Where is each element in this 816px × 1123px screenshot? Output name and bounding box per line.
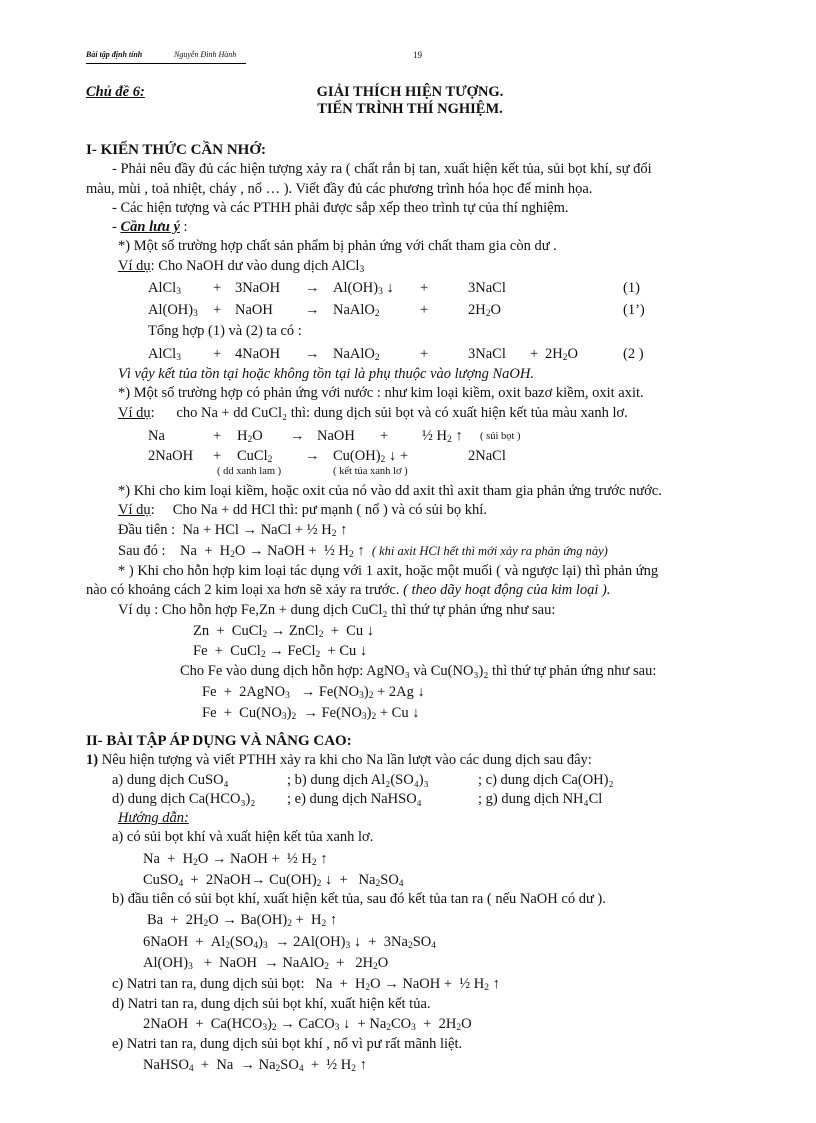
page-number: 19 — [413, 50, 422, 60]
option-c: ; c) dung dịch Ca(OH)₂ — [478, 772, 614, 788]
note-blue-solution: ( dd xanh lam ) — [217, 466, 282, 477]
answer-c: c) Natri tan ra, dung dịch sủi bọt: $Na + H_2O$ → NaOH + ½ $H_2$ ↑ — [112, 976, 500, 993]
equation-7: Fe + 2AgNO$_3$ → $Fe(NO_3)_2 + 2Ag$ ↓ — [202, 684, 425, 701]
note-blue-precip: ( kết tủa xanh lơ ) — [333, 466, 408, 477]
answer-d: d) Natri tan ra, dung dịch sủi bọt khí, xuất hiện kết tủa. — [112, 996, 431, 1012]
equation-14: 2NaOH + $Ca(HCO_3)_2$ → CaCO$_3$ ↓ + $Na_2CO_3 + 2H_2O$ — [143, 1016, 472, 1033]
equation-10: CuSO$_4$ + 2NaOH→ $Cu(OH)_2$ ↓ + $Na_2SO_4$ — [143, 872, 404, 889]
equation-5: Zn + CuCl$_2$ → ZnCl$_2$ + Cu ↓ — [193, 623, 374, 640]
equation-13: $Al(OH)_3$ + NaOH → NaAlO$_2$ + $2H_2O$ — [143, 955, 389, 972]
example-4: Ví dụ : Cho hỗn hợp Fe,Zn + dung dịch CuCl₂ thì thứ tự phản ứng như sau: — [118, 602, 556, 618]
page-title — [250, 84, 570, 118]
then-note: ( khi axit HCl hết thì mới xảy ra phản ứng này) — [371, 544, 608, 558]
note-2: *) Một số trường hợp có phản ứng với nước : như kim loại kiềm, oxit bazơ kiềm, oxit axit. — [118, 385, 644, 401]
answer-c-text: c) Natri tan ra, dung dịch sủi bọt: — [112, 976, 305, 992]
header-subject: Bài tập định tính — [86, 50, 143, 59]
then-step: Sau đó : $Na + H_2O$ → NaOH + ½ $H_2$ ↑ ( khi axit HCl hết thì mới xảy ra phản ứng này) — [118, 543, 608, 560]
summary-text: Tổng hợp (1) và (2) ta có : — [148, 323, 302, 339]
conclusion: Vì vậy kết tủa tồn tại hoặc không tồn tại là phụ thuộc vào lượng NaOH. — [118, 366, 534, 382]
first-label: Đầu tiên : — [118, 522, 176, 538]
then-label: Sau đó : — [118, 543, 166, 559]
note-4b-plain: nào có khoảng cách 2 kim loại xa hơn sẽ xảy ra trước. — [86, 582, 400, 598]
equation-15: NaHSO$_4$ + $Na \to Na_2SO_4$ + ½ $H_2$ ↑ — [143, 1057, 367, 1074]
example-1-label: Ví dụ — [118, 258, 151, 274]
question-1-text: Nêu hiện tượng và viết PTHH xảy ra khi cho Na lần lượt vào các dung dịch sau đây: — [101, 752, 592, 768]
equation-12: 6NaOH + $Al_2(SO_4)_3 \to 2Al(OH)_3$ ↓ + $3Na_2SO_4$ — [143, 934, 436, 951]
paragraph-1a: - Phải nêu đầy đủ các hiện tượng xảy ra ( chất rắn bị tan, xuất hiện kết tủa, sủi bọt khí, sự đổi — [112, 161, 652, 177]
question-1-number: 1) — [86, 752, 99, 768]
example-2: Ví dụ: cho Na + dd CuCl₂ thì: dung dịch sủi bọt và có xuất hiện kết tủa màu xanh lơ. — [118, 405, 628, 421]
paragraph-1b: màu, mùi , toả nhiệt, cháy , nổ … ). Viết đầy đủ các phương trình hóa học để minh họa. — [86, 181, 593, 197]
section-2-heading: II- BÀI TẬP ÁP DỤNG VÀ NÂNG CAO: — [86, 733, 352, 749]
option-b: ; b) dung dịch Al₂(SO₄)₃ — [287, 772, 429, 788]
note-4b-italic: ( theo dãy hoạt động của kim loại ). — [403, 582, 611, 598]
answer-b: b) đầu tiên có sủi bọt khí, xuất hiện kết tủa, sau đó kết tủa tan ra ( nếu NaOH có dư ). — [112, 891, 606, 907]
example-3: Ví dụ: Cho Na + dd HCl thì: pư mạnh ( nổ ) và có sủi bọ khí. — [118, 502, 487, 518]
example-2-text: cho Na + dd CuCl₂ thì: dung dịch sủi bọt và có xuất hiện kết tủa màu xanh lơ. — [176, 405, 628, 421]
note-4a: * ) Khi cho hỗn hợp kim loại tác dụng với 1 axit, hoặc một muối ( và ngược lại) thì phản ứng — [118, 563, 659, 579]
question-1 — [86, 752, 592, 769]
equation-11: $Ba + 2H_2O \to Ba(OH)_2 + H_2$ ↑ — [147, 912, 338, 929]
paragraph-2: - Các hiện tượng và các PTHH phải được sắp xếp theo trình tự của thí nghiệm. — [112, 200, 569, 216]
note-heading: - Cần lưu ý : — [112, 219, 188, 235]
title-line-2: TIẾN TRÌNH THÍ NGHIỆM. — [317, 101, 503, 117]
answer-e: e) Natri tan ra, dung dịch sủi bọt khí , nổ vì pư rất mãnh liệt. — [112, 1036, 463, 1052]
header-author: Nguyễn Đình Hành — [174, 50, 237, 59]
example-1: Ví dụ: Cho NaOH dư vào dung dịch AlCl$_3$ — [118, 258, 365, 275]
example-3-label: Ví dụ — [118, 502, 151, 518]
example-1-text: : Cho NaOH dư vào dung dịch AlCl — [150, 258, 360, 274]
note-label: Cần lưu ý — [120, 219, 180, 235]
example-3-text: Cho Na + dd HCl thì: pư mạnh ( nổ ) và có sủi bọ khí. — [172, 502, 487, 518]
title-line-1: GIẢI THÍCH HIỆN TƯỢNG. — [316, 84, 504, 100]
option-a: a) dung dịch CuSO₄ — [112, 772, 229, 788]
running-header — [86, 49, 246, 64]
option-e: ; e) dung dịch NaHSO₄ — [287, 791, 422, 807]
topic-label: Chủ đề 6: — [86, 84, 145, 100]
first-step: Đầu tiên : Na + HCl → NaCl + ½ $H_2$ ↑ — [118, 522, 348, 539]
equation-6: Fe + CuCl$_2$ → FeCl$_2$ + Cu ↓ — [193, 643, 368, 660]
note-4b — [86, 582, 611, 599]
equation-8: $Fe + Cu(NO_3)_2 \to Fe(NO_3)_2 + Cu$ ↓ — [202, 705, 420, 722]
answer-a: a) có sủi bọt khí và xuất hiện kết tủa xanh lơ. — [112, 829, 374, 845]
equation-9: $Na + H_2O$ → NaOH + ½ $H_2$ ↑ — [143, 851, 328, 868]
note-1: *) Một số trường hợp chất sản phẩm bị phản ứng với chất tham gia còn dư . — [118, 238, 557, 254]
note-bubble: ( sủi bọt ) — [480, 431, 521, 442]
note-3: *) Khi cho kim loại kiềm, hoặc oxit của nó vào dd axit thì axit tham gia phản ứng trước nước. — [118, 483, 662, 499]
example-5: Cho Fe vào dung dịch hỗn hợp: AgNO₃ và Cu(NO₃)₂ thì thứ tự phản ứng như sau: — [180, 663, 657, 679]
option-d: d) dung dịch Ca(HCO₃)₂ — [112, 791, 256, 807]
guide-label: Hướng dẫn: — [118, 810, 189, 826]
example-2-label: Ví dụ — [118, 405, 151, 421]
section-1-heading: I- KIẾN THỨC CẦN NHỚ: — [86, 142, 267, 158]
option-g: ; g) dung dịch NH₄Cl — [478, 791, 603, 807]
